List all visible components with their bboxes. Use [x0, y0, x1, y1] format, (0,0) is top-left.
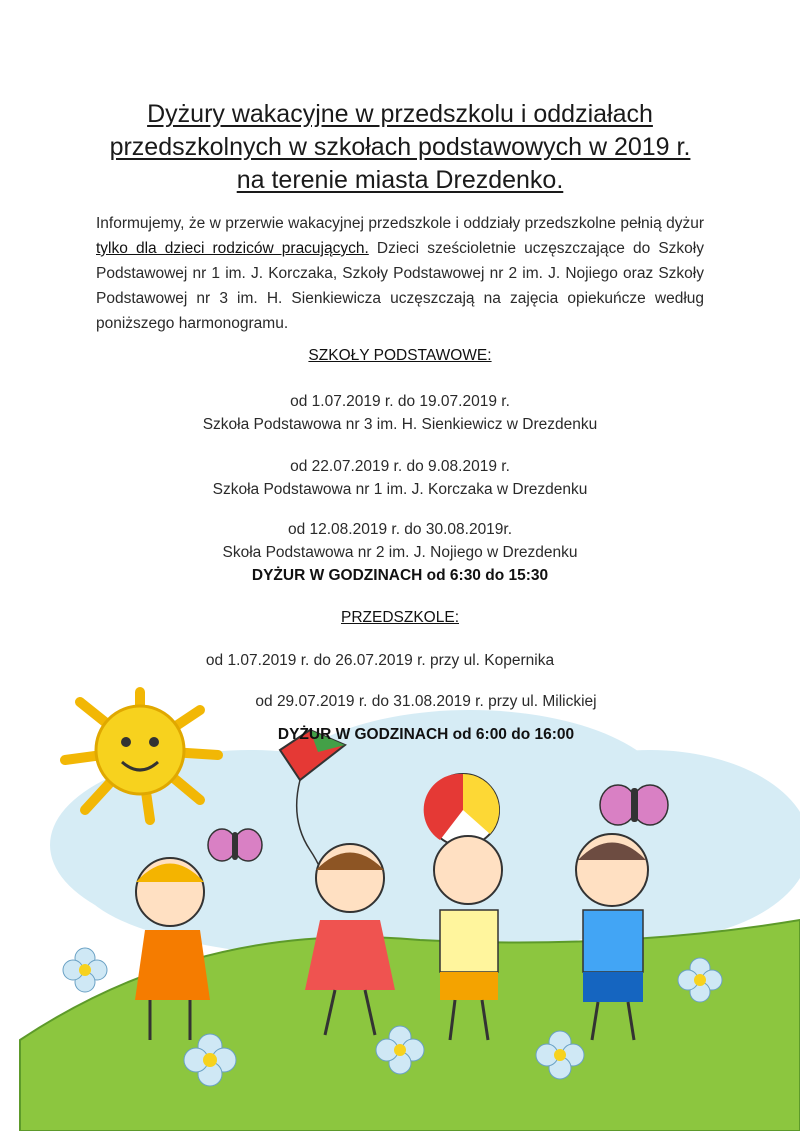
preschool-entry: od 1.07.2019 r. do 26.07.2019 r. przy ul. Kopernika	[205, 652, 555, 669]
preschool-hours: DYŻUR W GODZINACH od 6:00 do 16:00	[277, 726, 575, 743]
page-title	[60, 98, 740, 197]
schools-heading: SZKOŁY PODSTAWOWE:	[308, 347, 492, 364]
intro-text: Dzieci sześcioletnie uczęszczające do Szkoły Podstawowej nr 1 im. J. Korczaka, Szkoły Podstawowej nr 2 im. J. Nojiego oraz Szkoły Podstawowej nr 3 im. H. Sienkiewicza uczęszczają na zajęcia opiekuńcze według poniższego harmonogramu.	[96, 240, 704, 332]
butterfly-icon	[208, 829, 262, 861]
school-entry-place: Szkoła Podstawowa nr 3 im. H. Sienkiewicz w Drezdenku	[202, 416, 598, 433]
school-entry-place: Skoła Podstawowa nr 2 im. J. Nojiego w Drezdenku	[222, 544, 578, 561]
schools-hours: DYŻUR W GODZINACH od 6:30 do 15:30	[251, 567, 549, 584]
school-entry-place: Szkoła Podstawowa nr 1 im. J. Korczaka w Drezdenku	[212, 481, 588, 498]
grass-hill-icon	[20, 920, 800, 1131]
intro-emphasis: tylko dla dzieci rodziców pracujących.	[96, 240, 369, 257]
school-entry-dates: od 1.07.2019 r. do 19.07.2019 r.	[290, 393, 510, 410]
intro-paragraph	[96, 211, 704, 336]
preschool-heading: PRZEDSZKOLE:	[341, 609, 459, 626]
title-line: przedszkolnych w szkołach podstawowych w 2019 r.	[109, 133, 691, 161]
school-entry-dates: od 12.08.2019 r. do 30.08.2019r.	[287, 521, 513, 538]
intro-text: Informujemy, że w przerwie wakacyjnej przedszkole i oddziały przedszkolne pełnią dyżur	[96, 215, 704, 232]
butterfly-icon	[600, 785, 668, 825]
ball-icon	[424, 774, 500, 846]
school-entry-dates: od 22.07.2019 r. do 9.08.2019 r.	[290, 458, 510, 475]
title-line: na terenie miasta Drezdenko.	[236, 166, 564, 194]
title-line: Dyżury wakacyjne w przedszkolu i oddziałach	[147, 100, 653, 128]
preschool-entry: od 29.07.2019 r. do 31.08.2019 r. przy ul. Milickiej	[255, 693, 597, 710]
